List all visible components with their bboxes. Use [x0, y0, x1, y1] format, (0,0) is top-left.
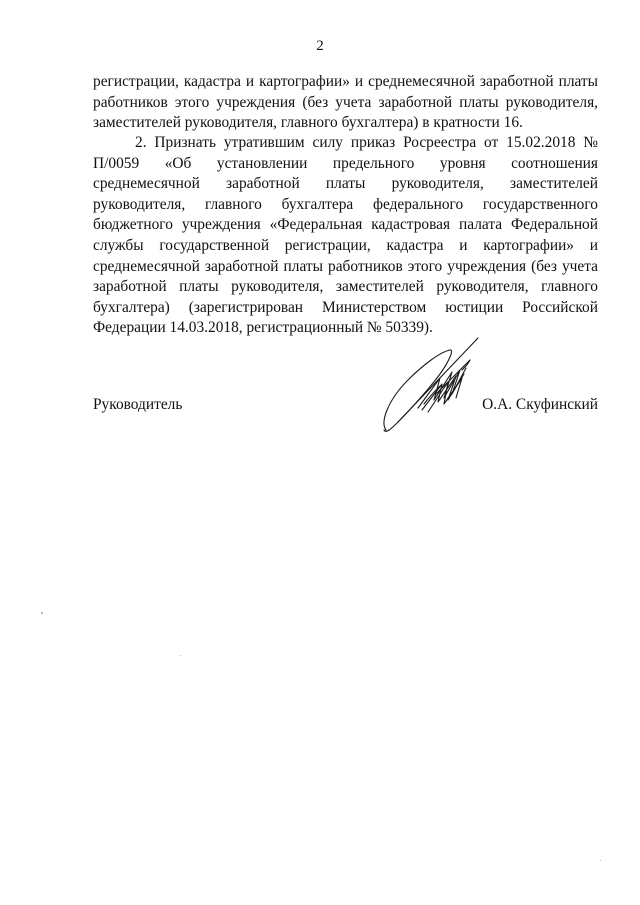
paragraph-continuation: регистрации, кадастра и картографии» и среднемесячной заработной платы работников этого учреждения (без учета заработной платы руководителя, заместителей руководителя, главного бухгалтера) в кратности 16. — [93, 73, 598, 132]
handwritten-signature — [378, 330, 488, 440]
signatory-role: Руководитель — [93, 396, 183, 413]
scan-artifact — [600, 860, 601, 861]
scan-artifact — [41, 612, 43, 614]
scan-artifact — [180, 655, 181, 656]
paragraph-item-2: 2. Признать утратившим силу приказ Росреестра от 15.02.2018 № П/0059 «Об установлении предельного уровня соотношения среднемесячной заработной платы руководителя, заместителей руководителя, главного бухгалтера федерального государственного бюджетного учреждения «Федеральная кадастровая палата Федеральной службы государственной регистрации, кадастра и картографии» и среднемесячной заработной платы работников этого учреждения (без учета заработной платы руководителя, заместителей руководителя, главного бухгалтера) (зарегистрирован Министерством юстиции Российской Федерации 14.03.2018, регистрационный № 50339). — [93, 134, 598, 337]
signatory-name: О.А. Скуфинский — [482, 396, 598, 413]
page-number: 2 — [316, 38, 324, 54]
signature-block — [93, 396, 598, 418]
